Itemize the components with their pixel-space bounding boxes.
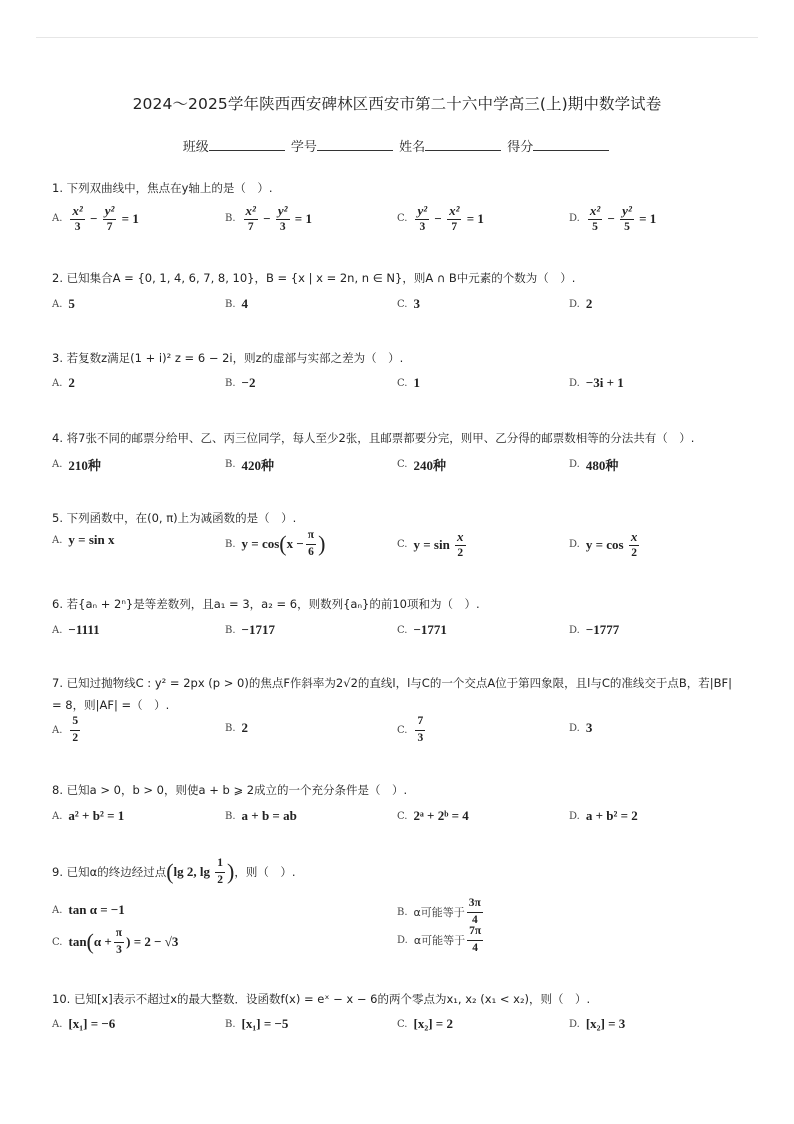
- q9-option-a: A. tan α = −1: [52, 902, 125, 917]
- q2-option-c: C. 3: [397, 296, 420, 311]
- question-7: 7. 已知过抛物线C : y² = 2px (p > 0)的焦点F作斜率为2√2的直线l，l与C的一个交点A位于第四象限，且l与C的准线交于点B，若|BF| = 8，则|AF| =（ ）.: [52, 676, 733, 712]
- q5-option-a: A. y = sin x: [52, 532, 115, 547]
- student-info-line: [0, 136, 794, 155]
- q10-option-a: A. [x₁] = −6: [52, 1016, 116, 1031]
- q7-option-c: C. $\frac{7}{3}$: [397, 715, 424, 744]
- question-3: 3. 若复数z满足(1 + i)² z = 6 − 2i，则z的虚部与实部之差为（ ）.: [52, 351, 404, 365]
- q9-option-c: C. tan ( α + $\frac{\pi}{3}$ ) = 2 − √3: [52, 927, 179, 956]
- q4-option-a: A. 210种: [52, 458, 101, 473]
- question-5: 5. 下列函数中，在(0, π)上为减函数的是（ ）.: [52, 511, 297, 525]
- q7-option-b: B. 2: [225, 720, 249, 735]
- id-label: 学号: [290, 140, 317, 155]
- q3-option-d: D. −3i + 1: [569, 375, 624, 390]
- score-label: 得分: [507, 140, 534, 155]
- q10-option-b: B. [x₁] = −5: [225, 1016, 289, 1031]
- question-6: 6. 若{aₙ + 2ⁿ}是等差数列，且a₁ = 3，a₂ = 6，则数列{aₙ}的前10项和为（ ）.: [52, 597, 480, 611]
- class-blank: [209, 140, 285, 151]
- question-2: 2. 已知集合A = {0, 1, 4, 6, 7, 8, 10}，B = {x | x = 2n, n ∈ N}，则A ∩ B中元素的个数为（ ）.: [52, 271, 576, 285]
- q8-option-a: A. a² + b² = 1: [52, 808, 125, 823]
- q6-option-c: C. −1771: [397, 622, 447, 637]
- q1-option-d: D. $\frac{\text{x²}}{5}$ − $\frac{\text{y²}}{5}$ = 1: [569, 203, 657, 233]
- name-label: 姓名: [399, 140, 426, 155]
- question-10: 10. 已知[x]表示不超过x的最大整数．设函数f(x) = eˣ − x − 6的两个零点为x₁, x₂ (x₁ < x₂)，则（ ）.: [52, 992, 591, 1006]
- q4-option-c: C. 240种: [397, 458, 446, 473]
- q6-option-b: B. −1717: [225, 622, 275, 637]
- question-1: 1. 下列双曲线中，焦点在y轴上的是（ ）.: [52, 181, 273, 195]
- class-label: 班级: [182, 140, 209, 155]
- name-blank: [425, 140, 501, 151]
- id-blank: [317, 140, 393, 151]
- q2-option-a: A. 5: [52, 296, 75, 311]
- q1-option-c: C. $\frac{\text{y²}}{3}$ − $\frac{\text{x²}}{7}$ = 1: [397, 203, 484, 233]
- q8-option-b: B. a + b = ab: [225, 808, 297, 823]
- q6-option-a: A. −1111: [52, 622, 100, 637]
- q5-option-c: C. y = sin $\frac{x}{2}$: [397, 529, 464, 559]
- top-divider: [36, 37, 758, 38]
- q2-option-d: D. 2: [569, 296, 593, 311]
- q4-option-d: D. 480种: [569, 458, 619, 473]
- q8-option-d: D. a + b² = 2: [569, 808, 638, 823]
- q3-option-c: C. 1: [397, 375, 420, 390]
- q2-option-b: B. 4: [225, 296, 249, 311]
- question-9: 9. 已知α的终边经过点 ( lg 2, lg $\frac{1}{2}$ ) ，则（ ）.: [52, 857, 296, 886]
- q1-option-b: B. $\frac{\text{x²}}{7}$ − $\frac{\text{y²}}{3}$ = 1: [225, 203, 312, 233]
- q3-option-a: A. 2: [52, 375, 75, 390]
- q9-option-b: B. α可能等于 $\frac{3\pi}{4}$: [397, 897, 481, 926]
- q1-option-a: A. $\frac{\text{x²}}{3}$ − $\frac{\text{y²}}{7}$ = 1: [52, 203, 139, 233]
- q7-option-a: A. $\frac{5}{2}$: [52, 715, 79, 744]
- q10-option-c: C. [x₂] = 2: [397, 1016, 453, 1031]
- q9-option-d: D. α可能等于 $\frac{7\pi}{4}$: [397, 925, 482, 954]
- page-title: 2024～2025学年陕西西安碑林区西安市第二十六中学高三(上)期中数学试卷: [132, 95, 662, 113]
- question-8: 8. 已知a > 0，b > 0，则使a + b ⩾ 2成立的一个充分条件是（ ）.: [52, 783, 408, 797]
- score-blank: [533, 140, 609, 151]
- q10-option-d: D. [x₂] = 3: [569, 1016, 626, 1031]
- q8-option-c: C. 2ᵃ + 2ᵇ = 4: [397, 808, 469, 823]
- q7-option-d: D. 3: [569, 720, 593, 735]
- q6-option-d: D. −1777: [569, 622, 620, 637]
- question-4: 4. 将7张不同的邮票分给甲、乙、丙三位同学，每人至少2张，且邮票都要分完，则甲、乙分得的邮票数相等的分法共有（ ）.: [52, 431, 695, 445]
- q4-option-b: B. 420种: [225, 458, 275, 473]
- q3-option-b: B. −2: [225, 375, 256, 390]
- q5-option-d: D. y = cos $\frac{x}{2}$: [569, 529, 638, 559]
- q5-option-b: B. y = cos ( x − $\frac{\pi}{6}$ ): [225, 529, 326, 558]
